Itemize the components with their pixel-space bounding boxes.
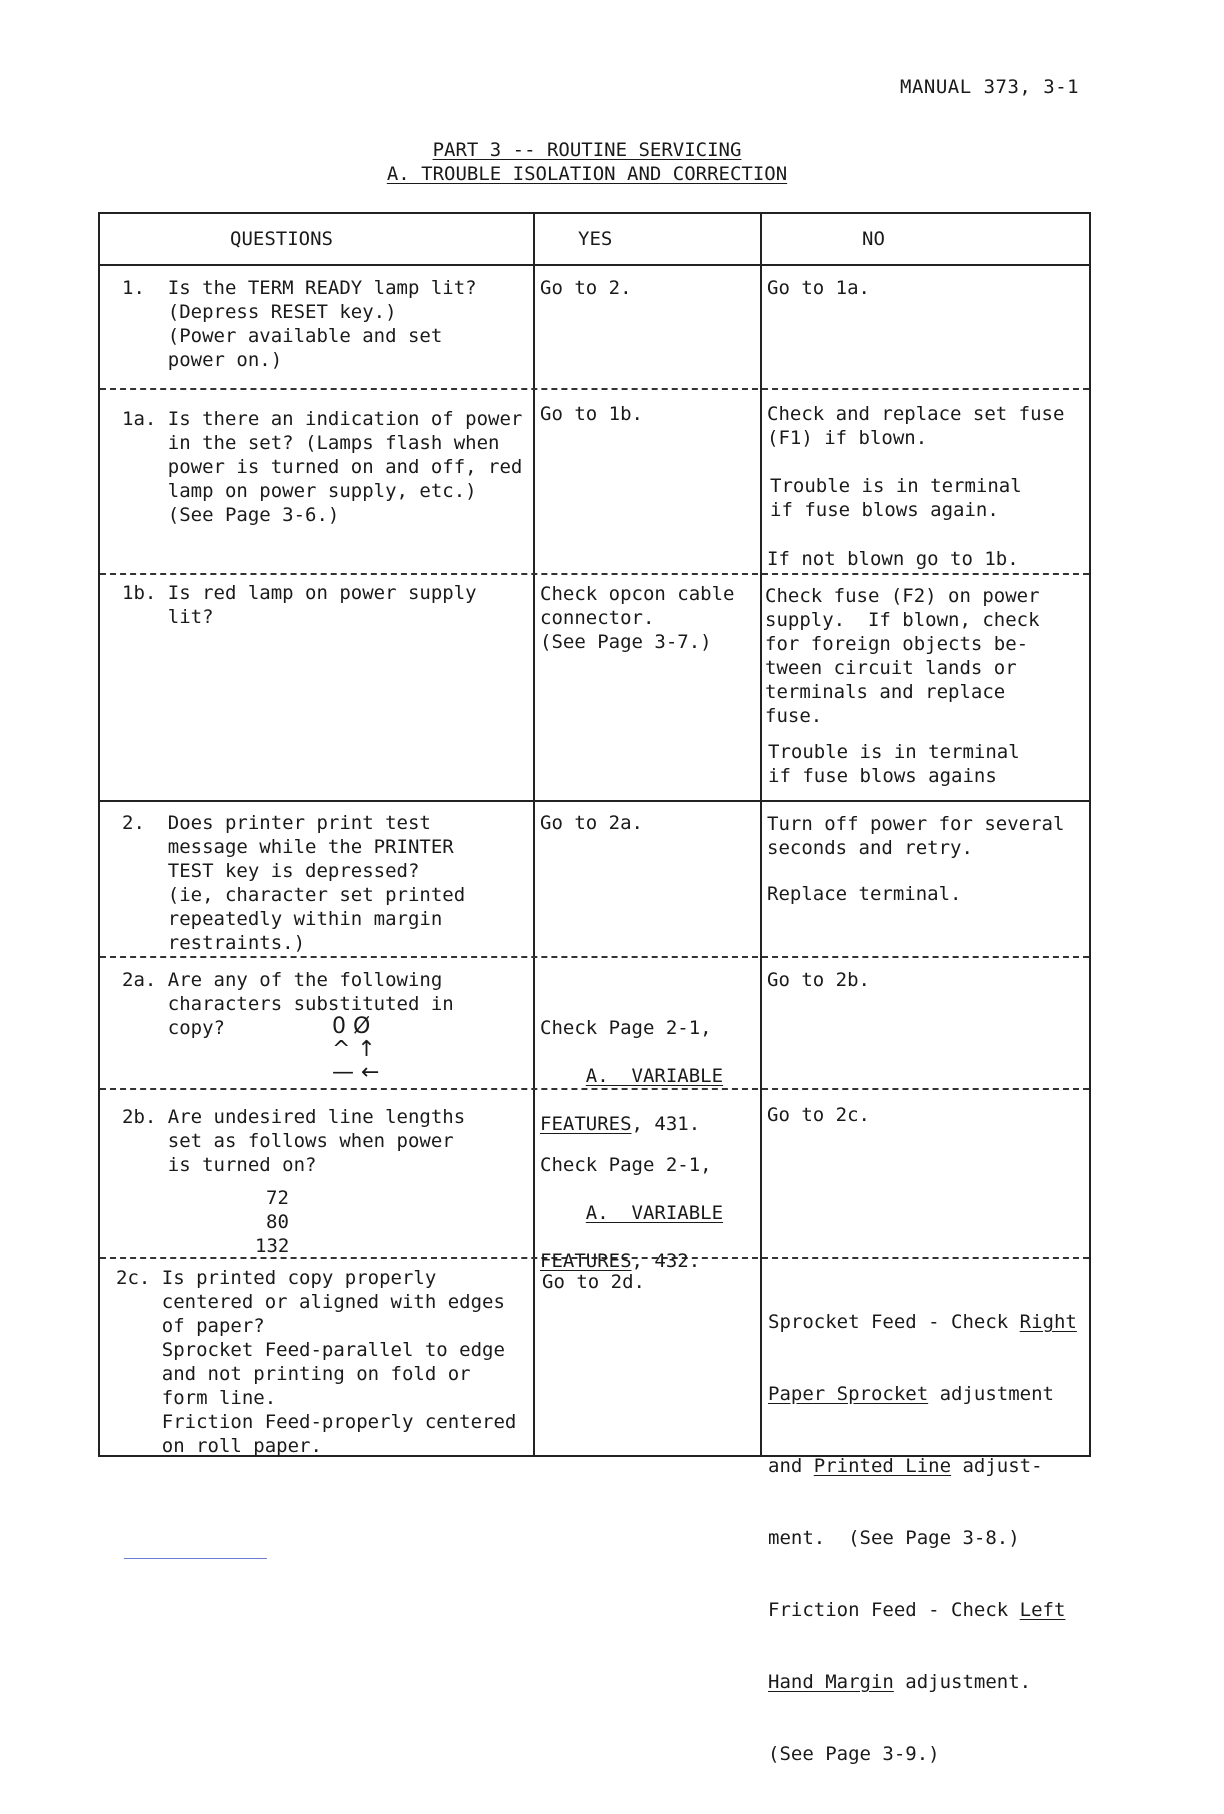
troubleshooting-table xyxy=(98,212,1091,1765)
section-title: A. TROUBLE ISOLATION AND CORRECTION xyxy=(386,163,788,185)
line-length-80: 80 xyxy=(266,1211,289,1233)
substitution-symbols-row-3: — ← xyxy=(332,1060,380,1085)
row-divider xyxy=(100,800,1089,802)
answer-no-2b: Go to 2c. xyxy=(767,1104,870,1126)
column-header-no: NO xyxy=(862,228,885,250)
footer-rule xyxy=(124,1558,267,1559)
question-2: 2. Does printer print test message while the PRINTER TEST key is depressed? (ie, character set printed repeatedly within margin restraints.) xyxy=(122,812,466,954)
row-divider xyxy=(100,956,1089,958)
answer-no-1a-part1: Check and replace set fuse (F1) if blown. xyxy=(767,403,1065,449)
answer-no-2a: Go to 2b. xyxy=(767,969,870,991)
answer-yes-1a: Go to 1b. xyxy=(540,403,643,425)
part-title: PART 3 -- ROUTINE SERVICING xyxy=(432,139,742,161)
substitution-symbols-row-1: 0 Ø xyxy=(332,1014,371,1039)
row-divider xyxy=(100,388,1089,390)
page-titles xyxy=(0,138,1224,186)
substitution-symbols-row-2: ^ ↑ xyxy=(332,1037,376,1062)
question-1: 1. Is the TERM READY lamp lit? (Depress RESET key.) (Power available and set power on.) xyxy=(122,277,477,371)
question-2a: 2a. Are any of the following characters substituted in copy? xyxy=(122,969,454,1039)
column-divider-2 xyxy=(760,214,762,1455)
column-header-yes: YES xyxy=(578,228,613,250)
answer-no-1a-part3: If not blown go to 1b. xyxy=(767,548,1019,570)
answer-no-2c: Sprocket Feed - Check Right Paper Sprocket adjustment and Printed Line adjust- ment. (See Page 3-8.) Friction Feed - Check Left Hand Margin adjustment. (See Page 3-9.) xyxy=(768,1311,1077,1765)
answer-no-2-part2: Replace terminal. xyxy=(767,883,962,905)
answer-yes-2: Go to 2a. xyxy=(540,812,643,834)
answer-no-2-part1: Turn off power for several seconds and retry. xyxy=(767,813,1065,859)
answer-yes-2b: Check Page 2-1, A. VARIABLE FEATURES, 432. xyxy=(540,1154,724,1272)
answer-no-1b-part1: Check fuse (F2) on power supply. If blown, check for foreign objects be- tween circuit lands or terminals and replace fuse. xyxy=(765,585,1040,727)
answer-yes-2c: Go to 2d. xyxy=(542,1271,645,1293)
answer-yes-2a: Check Page 2-1, A. VARIABLE FEATURES, 431. xyxy=(540,1017,724,1135)
answer-no-1b-part2: Trouble is in terminal if fuse blows agains xyxy=(768,741,1020,787)
answer-yes-1b: Check opcon cable connector. (See Page 3-7.) xyxy=(540,583,735,653)
question-1b: 1b. Is red lamp on power supply lit? xyxy=(122,582,477,628)
answer-no-1: Go to 1a. xyxy=(767,277,870,299)
row-divider xyxy=(100,573,1089,575)
line-length-132: 132 xyxy=(255,1235,290,1257)
line-length-72: 72 xyxy=(266,1187,289,1209)
column-header-questions: QUESTIONS xyxy=(230,228,333,250)
answer-no-1a-part2: Trouble is in terminal if fuse blows again. xyxy=(770,475,1022,521)
header-divider xyxy=(100,264,1089,266)
question-2c: 2c. Is printed copy properly centered or aligned with edges of paper? Sprocket Feed-parallel to edge and not printing on fold or form line. Friction Feed-properly centered on roll paper. xyxy=(116,1267,517,1457)
column-divider-1 xyxy=(533,214,535,1455)
question-1a: 1a. Is there an indication of power in the set? (Lamps flash when power is turned on and off, red lamp on power supply, etc.) (See Page 3-6.) xyxy=(122,408,523,526)
question-2b: 2b. Are undesired line lengths set as follows when power is turned on? xyxy=(122,1106,466,1176)
manual-reference: MANUAL 373, 3-1 xyxy=(900,76,1080,98)
answer-yes-1: Go to 2. xyxy=(540,277,632,299)
